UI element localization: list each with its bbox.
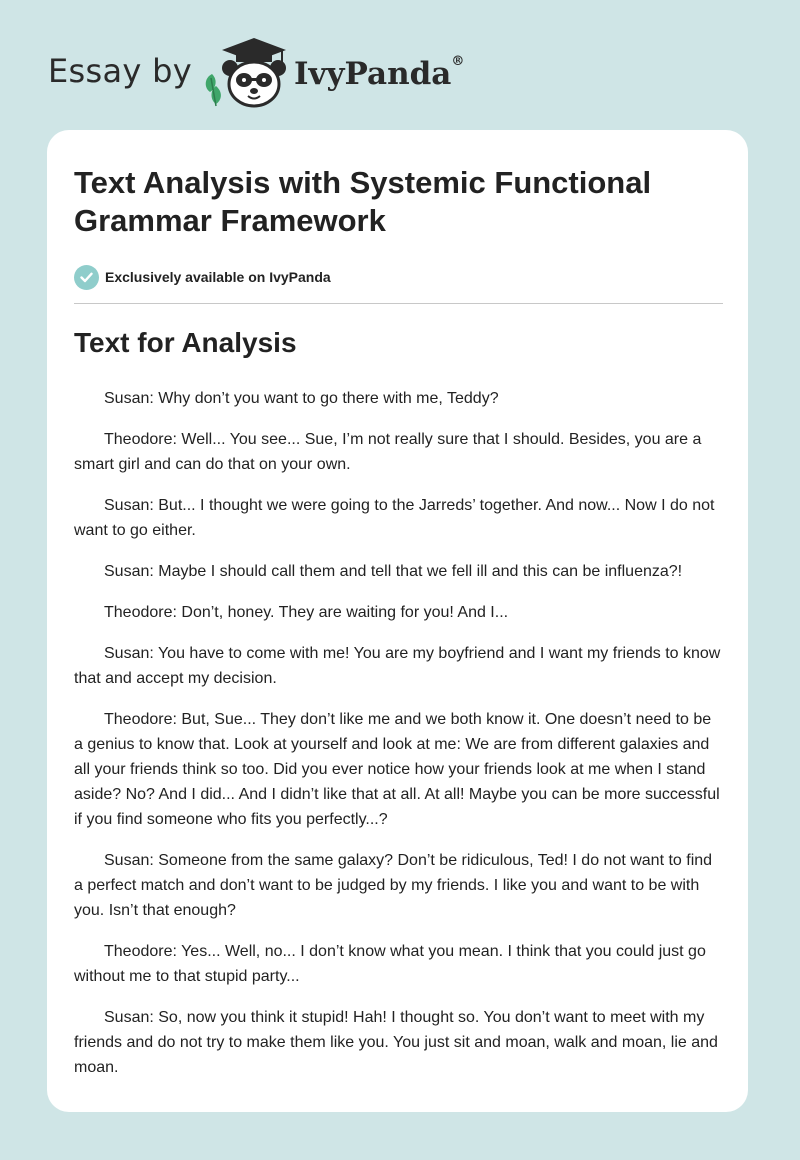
check-circle-icon [74, 265, 99, 290]
panda-graduate-logo-icon[interactable] [202, 34, 292, 110]
site-header [48, 34, 508, 110]
brand-name[interactable]: IvyPanda® [294, 54, 465, 92]
paragraph: Susan: Why don’t you want to go there with me, Teddy? [104, 390, 499, 407]
page-title: Text Analysis with Systemic Functional Grammar Framework [74, 165, 652, 238]
paragraph: Susan: You have to come with me! You are my boyfriend and I want my friends to know that and accept my decision. [74, 645, 721, 687]
leaf-icon [206, 74, 221, 106]
paragraph: Susan: So, now you think it stupid! Hah! I thought so. You don’t want to meet with my friends and do not try to make them like you. You just sit and moan, walk and moan, lie and moan. [74, 1009, 718, 1076]
section-title: Text for Analysis [74, 327, 297, 358]
paragraph: Theodore: Don’t, honey. They are waiting for you! And I... [104, 604, 509, 621]
paragraph: Susan: Maybe I should call them and tell that we fell ill and this can be influenza?! [104, 563, 683, 580]
paragraph: Theodore: But, Sue... They don’t like me and we both know it. One doesn’t need to be a genius to know that. Look at yourself and look at me: We are from different galaxies and all your friends think so too. Did you ever notice how your friends look at me when I stand aside? No? And I did... And I didn’t like that at all. At all! Maybe you can be more successful if you find someone who fits you perfectly...? [74, 711, 720, 828]
essay-by-label: Essay by [48, 52, 192, 90]
paragraph: Susan: But... I thought we were going to the Jarreds’ together. And now... Now I do not want to go either. [74, 497, 715, 539]
article-body [74, 386, 724, 1096]
essay-card [47, 130, 748, 1112]
exclusive-badge [74, 264, 331, 290]
divider [74, 303, 723, 304]
paragraph: Theodore: Well... You see... Sue, I’m not really sure that I should. Besides, you are a smart girl and can do that on your own. [74, 431, 702, 473]
paragraph: Susan: Someone from the same galaxy? Don’t be ridiculous, Ted! I do not want to find a perfect match and don’t want to be judged by my friends. I like you and want to be with you. Isn’t that enough? [74, 852, 713, 919]
registered-mark: ® [451, 54, 465, 69]
exclusive-label: Exclusively available on IvyPanda [105, 269, 331, 285]
paragraph: Theodore: Yes... Well, no... I don’t know what you mean. I think that you could just go without me to that stupid party... [74, 943, 706, 985]
